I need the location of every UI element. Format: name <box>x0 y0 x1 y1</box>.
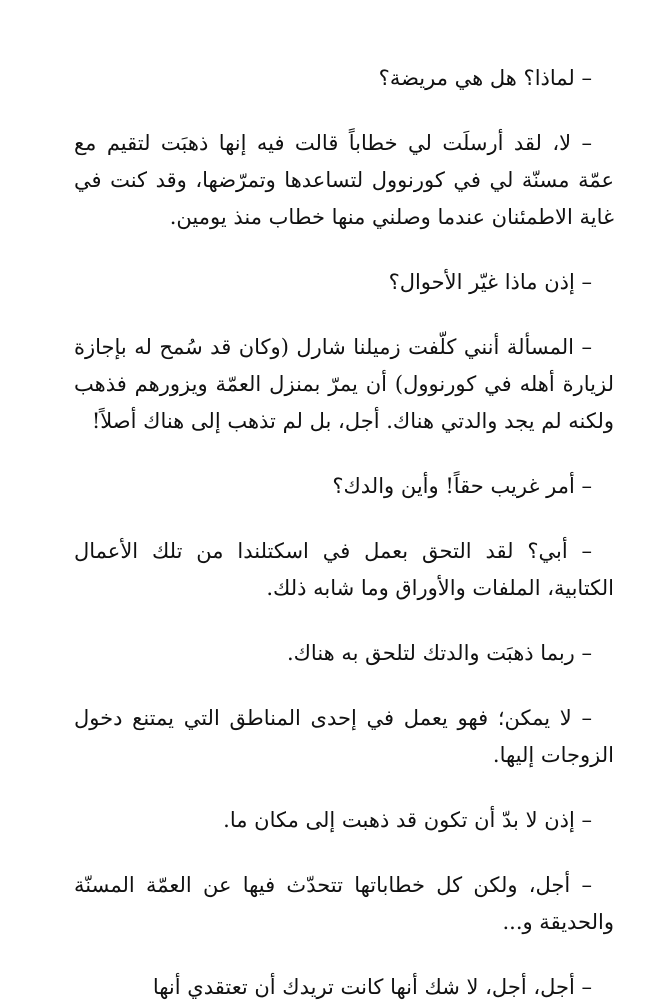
paragraph-1: – لماذا؟ هل هي مريضة؟ <box>378 66 592 90</box>
paragraph-5: – أمر غريب حقاً! وأين والدك؟ <box>332 474 592 498</box>
paragraph-11: – أجل، أجل، لا شك أنها كانت تريدك أن تعتقدي أنها <box>152 975 592 999</box>
paragraph-8: – لا يمكن؛ فهو يعمل في إحدى المناطق التي يمتنع دخول الزوجات إليها. <box>74 706 614 767</box>
paragraph-10: – أجل، ولكن كل خطاباتها تتحدّث فيها عن العمّة المسنّة والحديقة و... <box>74 873 614 934</box>
paragraph-7: – ربما ذهبَت والدتك لتلحق به هناك. <box>286 641 592 665</box>
paragraph-3: – إذن ماذا غيّر الأحوال؟ <box>388 270 592 294</box>
paragraph-4: – المسألة أنني كلّفت زميلنا شارل (وكان قد سُمح له بإجازة لزيارة أهله في كورنوول) أن يمرّ بمنزل العمّة ويزورهم فذهب ولكنه لم يجد والدتي هناك. أجل، بل لم تذهب إلى هناك أصلاً! <box>74 335 614 433</box>
paragraph-6: – أبي؟ لقد التحق بعمل في اسكتلندا من تلك الأعمال الكتابية، الملفات والأوراق وما شابه ذلك. <box>74 539 614 600</box>
document-page <box>74 60 614 1006</box>
paragraph-9: – إذن لا بدّ أن تكون قد ذهبت إلى مكان ما. <box>223 808 592 832</box>
paragraph-2: – لا، لقد أرسلَت لي خطاباً قالت فيه إنها ذهبَت لتقيم مع عمّة مسنّة لي في كورنوول لتساعدها وتمرّضها، وقد كنت في غاية الاطمئنان عندما وصلني منها خطاب منذ يومين. <box>74 131 614 229</box>
